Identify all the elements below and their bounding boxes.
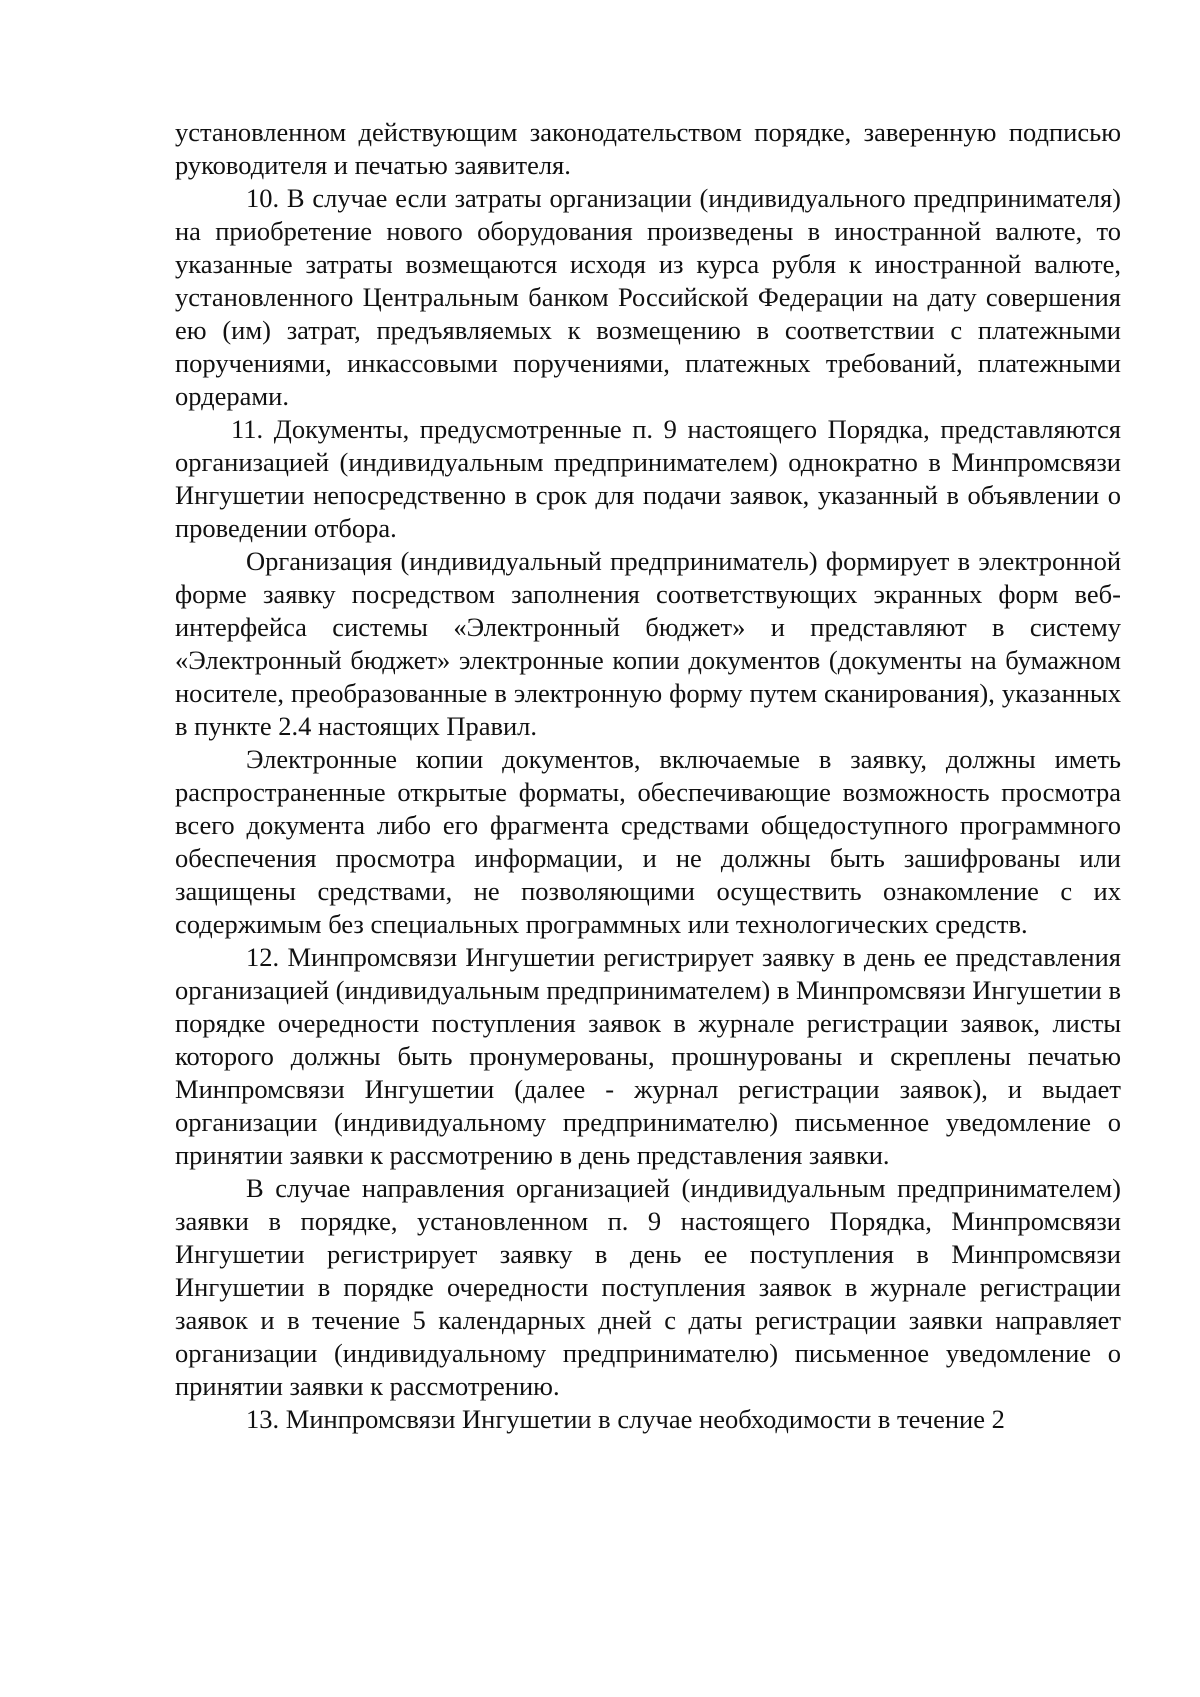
paragraph-item-11: 11. Документы, предусмотренные п. 9 настоящего Порядка, представляются организацией (индивидуальным предпринимателем) однократно в Минпромсвязи Ингушетии непосредственно в срок для подачи заявок, указанный в объявлении о проведении отбора. — [175, 414, 1121, 543]
document-page — [175, 116, 1121, 1436]
paragraph-electronic-copies: Электронные копии документов, включаемые в заявку, должны иметь распространенные открытые форматы, обеспечивающие возможность просмотра всего документа либо его фрагмента средствами общедоступного программного обеспечения просмотра информации, и не должны быть зашифрованы или защищены средствами, не позволяющими осуществить ознакомление с их содержимым без специальных программных или технологических средств. — [175, 744, 1121, 939]
paragraph-item-13: 13. Минпромсвязи Ингушетии в случае необходимости в течение 2 — [246, 1404, 1005, 1434]
paragraph-item-12: 12. Минпромсвязи Ингушетии регистрирует заявку в день ее представления организацией (индивидуальным предпринимателем) в Минпромсвязи Ингушетии в порядке очередности поступления заявок в журнале регистрации заявок, листы которого должны быть пронумерованы, прошнурованы и скреплены печатью Минпромсвязи Ингушетии (далее - журнал регистрации заявок), и выдает организации (индивидуальному предпринимателю) письменное уведомление о принятии заявки к рассмотрению в день представления заявки. — [175, 942, 1121, 1170]
paragraph-submission-case: В случае направления организацией (индивидуальным предпринимателем) заявки в порядке, установленном п. 9 настоящего Порядка, Минпромсвязи Ингушетии регистрирует заявку в день ее поступления в Минпромсвязи Ингушетии в порядке очередности поступления заявок в журнале регистрации заявок и в течение 5 календарных дней с даты регистрации заявки направляет организации (индивидуальному предпринимателю) письменное уведомление о принятии заявки к рассмотрению. — [175, 1173, 1121, 1401]
paragraph-item-10: 10. В случае если затраты организации (индивидуального предпринимателя) на приобретение нового оборудования произведены в иностранной валюте, то указанные затраты возмещаются исходя из курса рубля к иностранной валюте, установленного Центральным банком Российской Федерации на дату совершения ею (им) затрат, предъявляемых к возмещению в соответствии с платежными поручениями, инкассовыми поручениями, платежных требований, платежными ордерами. — [175, 183, 1121, 411]
paragraph-continuation: установленном действующим законодательством порядке, заверенную подписью руководителя и печатью заявителя. — [175, 117, 1121, 180]
paragraph-application-form: Организация (индивидуальный предприниматель) формирует в электронной форме заявку посредством заполнения соответствующих экранных форм веб-интерфейса системы «Электронный бюджет» и представляют в систему «Электронный бюджет» электронные копии документов (документы на бумажном носителе, преобразованные в электронную форму путем сканирования), указанных в пункте 2.4 настоящих Правил. — [175, 546, 1121, 741]
